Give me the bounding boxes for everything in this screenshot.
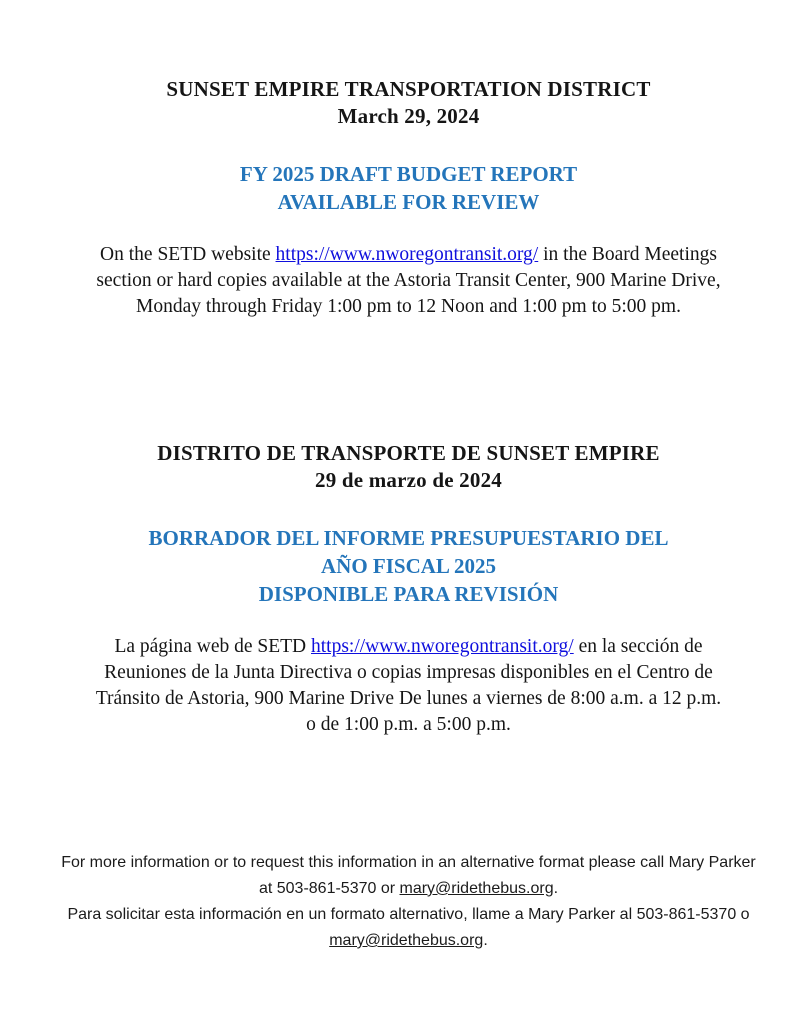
announcement-line-2: AÑO FISCAL 2025 — [320, 554, 497, 578]
announcement-line-3: DISPONIBLE PARA REVISIÓN — [258, 582, 559, 606]
announcement-heading-english — [59, 160, 759, 216]
website-link-spanish[interactable]: https://www.nworegontransit.org/ — [311, 636, 574, 657]
website-link-english[interactable]: https://www.nworegontransit.org/ — [275, 244, 539, 265]
body-text-after-link: en la sección de Reuniones de la Junta Directiva o copias impresas disponibles en el Centro de Tránsito de Astoria, 900 Marine Drive De lunes a viernes de 8:00 a.m. a 12 p.m. o de 1:00 p.m. a 5:00 p.m. — [95, 636, 722, 735]
english-section — [59, 76, 759, 320]
announcement-line-2: AVAILABLE FOR REVIEW — [277, 190, 540, 214]
announcement-heading-spanish — [59, 524, 759, 608]
email-link-spanish[interactable]: mary@ridethebus.org — [329, 932, 484, 949]
contact-note-spanish — [59, 902, 759, 954]
org-title-line: DISTRITO DE TRANSPORTE DE SUNSET EMPIRE — [157, 441, 660, 465]
contact-text-before-link: For more information or to request this information in an alternative format please call Mary Parker at 503-861-5370 or — [61, 854, 756, 897]
body-paragraph-spanish — [93, 634, 725, 738]
contact-footer — [59, 850, 759, 954]
org-title-line: SUNSET EMPIRE TRANSPORTATION DISTRICT — [166, 77, 651, 101]
org-title-spanish — [59, 440, 759, 494]
contact-text-after-link: . — [553, 880, 559, 897]
body-text-after-link: in the Board Meetings section or hard copies available at the Astoria Transit Center, 900 Marine Drive, Monday through Friday 1:00 pm to 12 Noon and 1:00 pm to 5:00 pm. — [96, 244, 721, 317]
notice-date-english: March 29, 2024 — [337, 104, 480, 128]
body-paragraph-english — [93, 242, 725, 320]
announcement-line-1: FY 2025 DRAFT BUDGET REPORT — [239, 162, 578, 186]
contact-text-after-link: . — [483, 932, 488, 949]
email-link-english[interactable]: mary@ridethebus.org — [399, 880, 554, 897]
body-text-before-link: La página web de SETD — [114, 636, 311, 657]
notice-date-spanish: 29 de marzo de 2024 — [315, 468, 502, 492]
org-title-english — [59, 76, 759, 130]
announcement-line-1: BORRADOR DEL INFORME PRESUPUESTARIO DEL — [148, 526, 669, 550]
contact-note-english — [59, 850, 759, 902]
spanish-section — [59, 440, 759, 738]
body-text-before-link: On the SETD website — [100, 244, 276, 265]
contact-text-before-link: Para solicitar esta información en un formato alternativo, llame a Mary Parker al 503-861-5370 o — [67, 906, 750, 923]
